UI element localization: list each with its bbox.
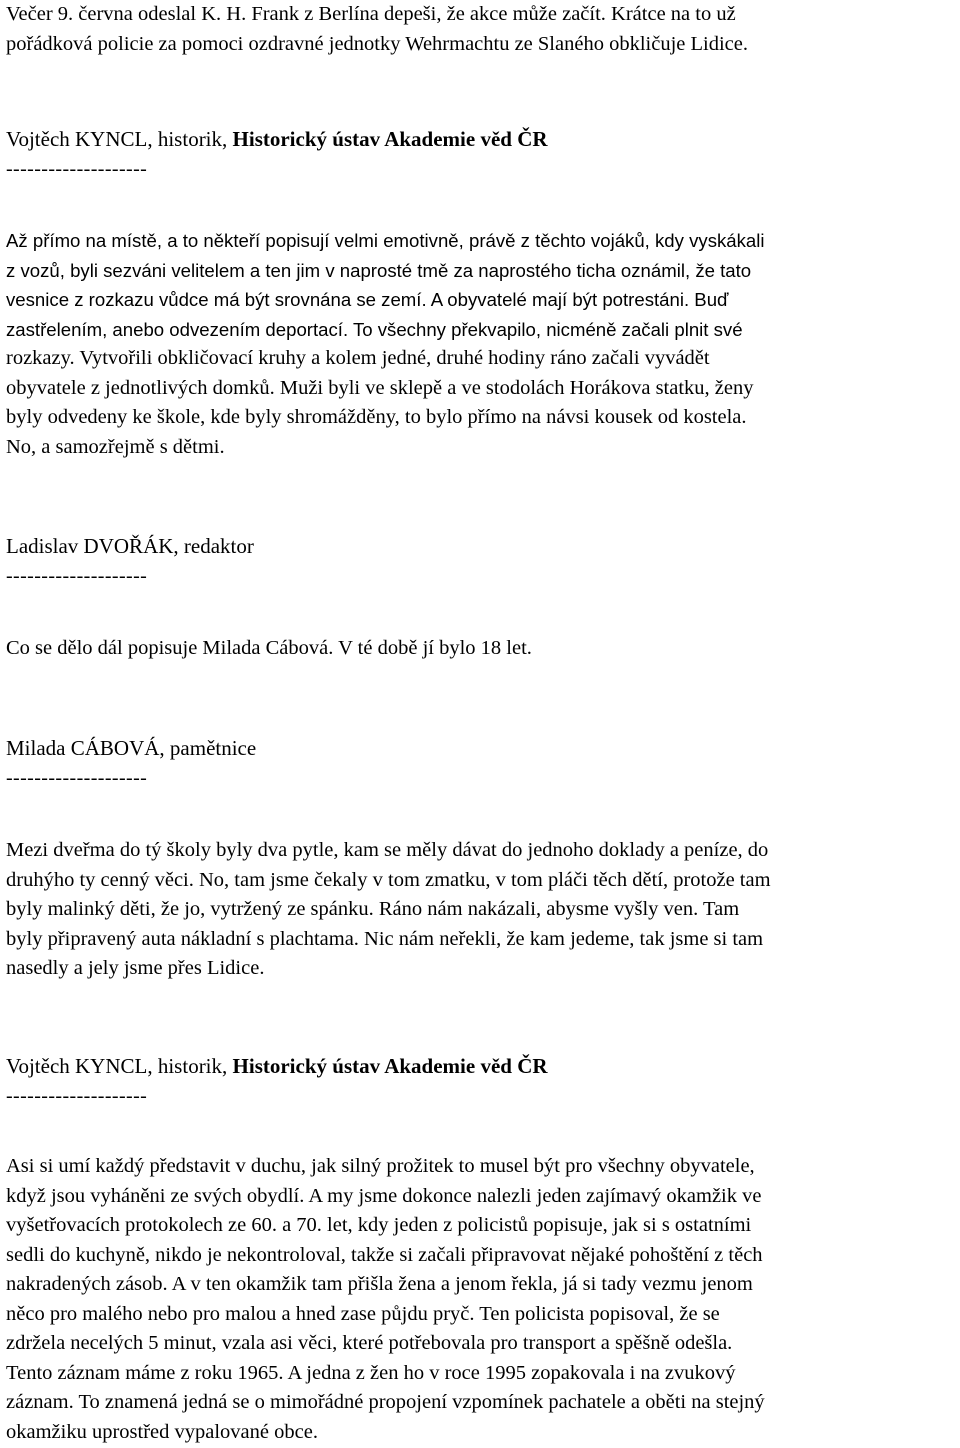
speaker-name: Milada CÁBOVÁ, pamětnice [6,736,257,760]
text-line: zastřelením, anebo odvezením deportací. To všechny překvapilo, nicméně začali plnit své [6,318,743,340]
text-line: když jsou vyháněni ze svých obydlí. A my jsme dokonce nalezli jeden zajímavý okamžik ve [6,1184,762,1207]
text-line: z vozů, byli sezváni velitelem a ten jim v naprosté tmě za naprostého ticha oznámil, že tato [6,259,752,281]
transcript-block [6,226,952,462]
text-line: něco pro malého nebo pro malou a hned zase půjdu pryč. Ten policista popisoval, že se [6,1302,720,1325]
text-line: vesnice z rozkazu vůdce má být srovnána se zemí. A obyvatelé mají být potrestáni. Buď [6,289,729,310]
text-line: Asi si umí každý představit v duchu, jak silný prožitek to musel být pro všechny obyvatele, [6,1155,755,1177]
text-line: Co se dělo dál popisuje Milada Cábová. V té době jí bylo 18 let. [6,637,532,659]
text-line: zdržela necelých 5 minut, vzala asi věci, které potřebovala pro transport a spěšně odešla. [6,1332,733,1354]
separator: -------------------- [6,766,148,789]
text-line: okamžiku uprostřed vypalované obce. [6,1420,318,1443]
text-line: nakradených zásob. A v ten okamžik tam přišla žena a jenom řekla, já si tady vezmu jenom [6,1273,753,1295]
text-line: byly připravený auta nákladní s plachtama. Nic nám neřekli, že kam jedeme, tak jsme si tam [6,927,764,950]
transcript-block [6,634,952,664]
separator: -------------------- [6,157,148,180]
text-line: Večer 9. června odeslal K. H. Frank z Berlína depeši, že akce může začít. Krátce na to už [6,3,736,25]
speaker-institution: Historický ústav Akademie věd ČR [232,1054,548,1078]
speaker-heading [6,532,952,591]
separator: -------------------- [6,564,148,587]
speaker-institution: Historický ústav Akademie věd ČR [232,127,548,151]
text-line: obyvatele z jednotlivých domků. Muži byli ve sklepě a ve stodolách Horákova statku, ženy [6,376,754,399]
text-line: sedli do kuchyně, nikdo je nekontroloval, takže si začali připravovat nějaké pohoštění z těch [6,1243,763,1266]
text-line: Až přímo na místě, a to někteří popisují velmi emotivně, právě z těchto vojáků, kdy vyskákali [6,230,765,251]
separator: -------------------- [6,1084,148,1107]
speaker-name: Ladislav DVOŘÁK, redaktor [6,534,254,558]
text-line: byly malinký děti, že jo, vytržený ze spánku. Ráno nám nakázali, abysme vyšly ven. Tam [6,898,740,920]
text-line: Mezi dveřma do tý školy byly dva pytle, kam se měly dávat do jednoho doklady a peníze, do [6,839,769,861]
text-line: pořádková policie za pomoci ozdravné jednotky Wehrmachtu ze Slaného obkličuje Lidice. [6,32,748,55]
speaker-heading [6,734,952,793]
text-line: rozkazy. Vytvořili obkličovací kruhy a kolem jedné, druhé hodiny ráno začali vyvádět [6,347,710,369]
text-line: byly odvedeny ke škole, kde byly shromážděny, to bylo přímo na návsi kousek od kostela. [6,406,747,428]
speaker-name: Vojtěch KYNCL, historik, [6,127,233,151]
intro-paragraph [6,0,952,59]
speaker-heading [6,125,952,184]
text-line: Tento záznam máme z roku 1965. A jedna z žen ho v roce 1995 zopakovala i na zvukový [6,1361,736,1384]
text-line: nasedly a jely jsme přes Lidice. [6,957,265,979]
text-line: záznam. To znamená jedná se o mimořádné propojení vzpomínek pachatele a oběti na stejný [6,1391,765,1413]
text-line: vyšetřovacích protokolech ze 60. a 70. let, kdy jeden z policistů popisuje, jak si s ostatními [6,1214,752,1236]
text-line: No, a samozřejmě s dětmi. [6,435,225,458]
transcript-block [6,1152,952,1447]
text-line: druhýho ty cenný věci. No, tam jsme čekaly v tom zmatku, v tom pláči těch dětí, protože tam [6,868,771,891]
transcript-block [6,836,952,984]
speaker-name: Vojtěch KYNCL, historik, [6,1054,233,1078]
speaker-heading [6,1052,952,1111]
